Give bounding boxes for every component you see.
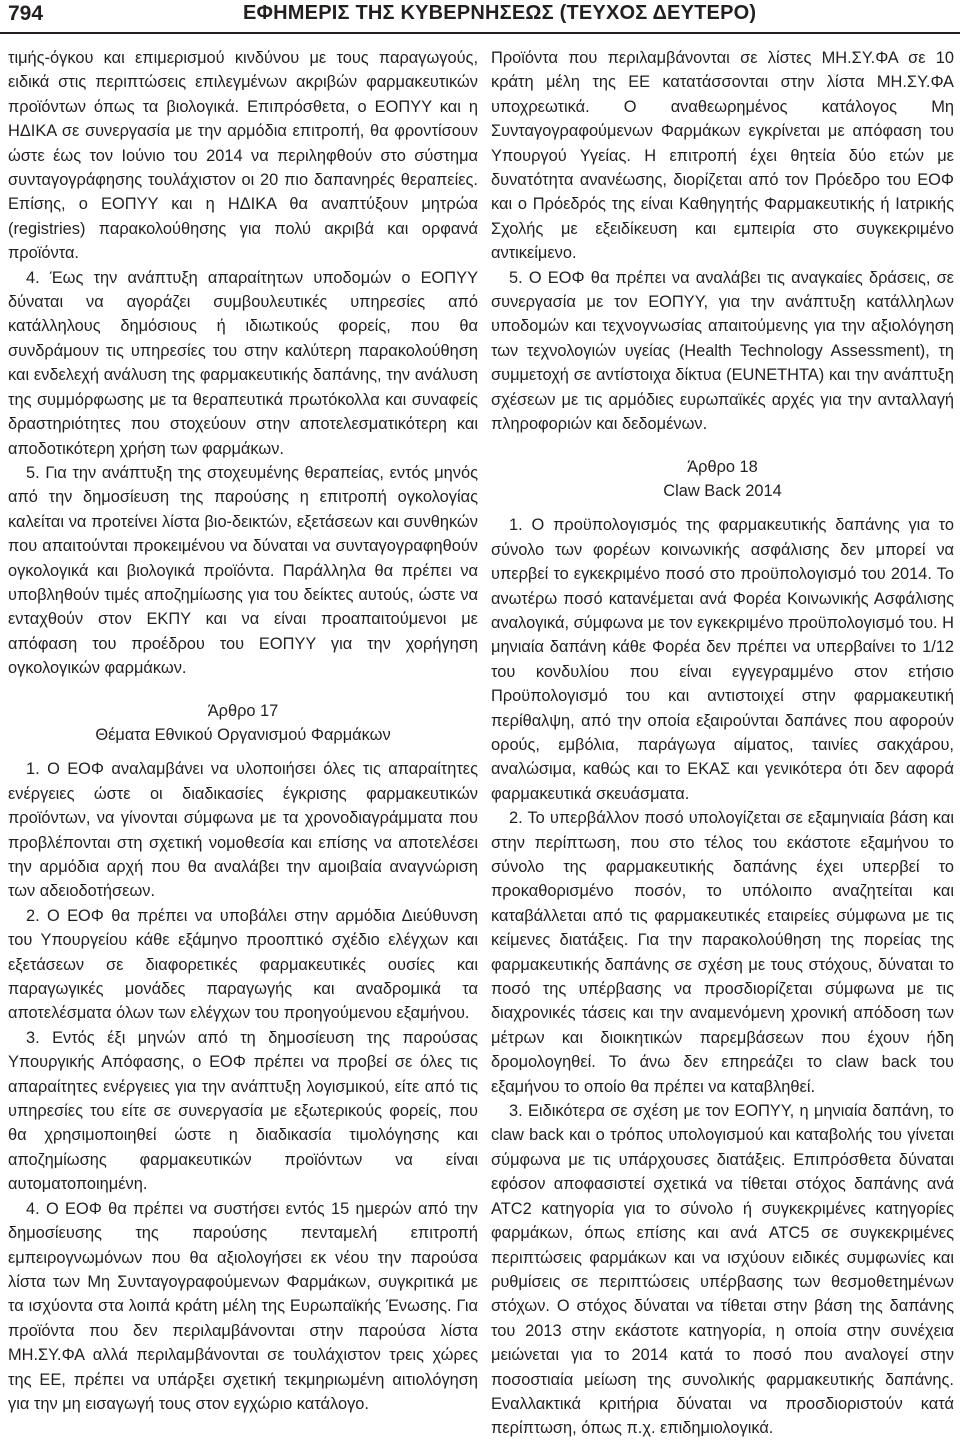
paragraph: τιμής-όγκου και επιμερισμού κινδύνου με τους παραγωγούς, ειδικά στις περιπτώσεις επιλεγμένων ακριβών φαρμακευτικών προϊόντων όπως τα βιολογικά. Επιπρόσθετα, ο ΕΟΠΥΥ και η ΗΔΙΚΑ σε συνεργασία με την αρμόδια επιτροπή, θα φροντίσουν ώστε έως τον Ιούνιο του 2014 να περιληφθούν στο σύστημα συνταγογράφησης τουλάχιστον οι 20 πιο δαπανηρές θεραπείες. Επίσης, ο ΕΟΠΥΥ και η ΗΔΙΚΑ θα αναπτύξουν μητρώα (registries) παρακολούθησης για πολύ ακριβά και ορφανά προϊόντα. (8, 49, 478, 263)
paragraph: 5. Ο ΕΟΦ θα πρέπει να αναλάβει τις αναγκαίες δράσεις, σε συνεργασία με τον ΕΟΠΥΥ, για την ανάπτυξη κατάλληλων υποδομών και τεχνογνωσίας απαιτούμενης για την αξιολόγηση των τεχνολογιών υγείας (Health Technology Assessment), τη συμμετοχή σε αντίστοιχα δίκτυα (EUNETHTA) και την ανάπτυξη σχέσεων με τις αρμόδιες ευρωπαϊκές αρχές για την ανταλλαγή πληροφοριών και δεδομένων. (491, 268, 954, 434)
article-17-subject: Θέματα Εθνικού Οργανισμού Φαρμάκων (95, 725, 391, 744)
article-18-heading: Άρθρο 18 (687, 457, 758, 476)
page-header (0, 0, 960, 34)
paragraph: 3. Εντός έξι μηνών από τη δημοσίευση της παρούσας Υπουργικής Απόφασης, ο ΕΟΦ πρέπει να προβεί σε όλες τις απαραίτητες ενέργειες για την ανάπτυξη λογισμικού, είτε από τις υπηρεσίες του είτε σε συνεργασία με εξωτερικούς φορείς, που θα χρησιμοποιηθεί ώστε η διαδικασία τιμολόγησης και αποζημίωσης φαρμακευτικών προϊόντων να είναι αυτοματοποιημένη. (8, 1028, 478, 1194)
page-number: 794 (8, 2, 44, 25)
right-column (491, 46, 954, 1441)
paragraph: 4. Ο ΕΟΦ θα πρέπει να συστήσει εντός 15 ημερών από την δημοσίευσης της παρούσης πενταμελή επιτροπή εμπειρογνωμόνων που θα αξιολογήσει εκ νέου την παρούσα λίστα των Μη Συνταγογραφούμενων Φαρμάκων, συγκριτικά με τα ισχύοντα στα λοιπά κράτη μέλη της Ευρωπαϊκής Ένωσης. Για προϊόντα που δεν περιλαμβάνονται στην παρούσα λίστα ΜΗ.ΣΥ.ΦΑ αλλά περιλαμβάνονται σε τουλάχιστον τρεις χώρες της ΕΕ, πρέπει να υπάρξει σχετική τεκμηριωμένη αιτιολόγηση για την μη εισαγωγή τους στον εγχώριο κατάλογο. (8, 1199, 478, 1413)
paragraph: 2. Το υπερβάλλον ποσό υπολογίζεται σε εξαμηνιαία βάση και στην περίπτωση, που στο τέλος του εκάστοτε εξαμήνου το σύνολο της φαρμακευτικής δαπάνης έχει υπερβεί το προκαθορισμένο ποσόν, το υπόλοιπο αναζητείται και καταβάλλεται από τις φαρμακευτικές εταιρείες σύμφωνα με τις κείμενες διατάξεις. Για την παρακολούθηση της πορείας της φαρμακευτικής δαπάνης σε σχέση με τους στόχους, δύναται το ποσό της υπέρβασης να προσδιορίζεται σύμφωνα με τις διαχρονικές τάσεις και την αναμενόμενη χρονική απόδοση των μέτρων και διοικητικών παρεμβάσεων που έχουν ήδη δρομολογηθεί. Το άνω δεν επηρεάζει το claw back του εξαμήνου το οποίο θα πρέπει να καταβληθεί. (491, 809, 954, 1096)
gazette-title: ΕΦΗΜΕΡΙΣ ΤΗΣ ΚΥΒΕΡΝΗΣΕΩΣ (ΤΕΥΧΟΣ ΔΕΥΤΕΡΟ) (243, 2, 757, 24)
paragraph: 1. Ο ΕΟΦ αναλαμβάνει να υλοποιήσει όλες τις απαραίτητες ενέργειες ώστε οι διαδικασίες έγκρισης φαρμακευτικών προϊόντων, να γίνονται σύμφωνα με τα χρονοδιαγράμματα που προβλέπονται στη σχετική νομοθεσία και επίσης να αποτελέσει την αρμόδια αρχή που θα αναλάβει την αμοιβαία αναγνώριση των αδειοδοτήσεων. (8, 760, 478, 901)
paragraph: 2. Ο ΕΟΦ θα πρέπει να υποβάλει στην αρμόδια Διεύθυνση του Υπουργείου κάθε εξάμηνο προοπτικό σχέδιο ελέγχων και εξετάσεων σε διαφορετικές φαρμακευτικές ουσίες και παραγωγικές μονάδες παραγωγής και αναδρομικά τα αποτελέσματα όλων των ελέγχων του προηγούμενου εξαμήνου. (8, 906, 478, 1023)
left-column (8, 46, 478, 1416)
article-18-subject: Claw Back 2014 (663, 481, 782, 500)
paragraph: 5. Για την ανάπτυξη της στοχευμένης θεραπείας, εντός μηνός από την δημοσίευση της παρούσης η επιτροπή ογκολογίας καλείται να προτείνει λίστα βιο-δεικτών, εξετάσεων και συνθηκών που απαιτούνται προκειμένου να δύναται να συνταγογραφηθούν ογκολογικά και βιολογικά προϊόντα. Παράλληλα θα πρέπει να υποβληθούν τιμές αποζημίωσης για του δείκτες αυτούς, ώστε να ενταχθούν στον ΕΚΠΥ και να είναι προαπαιτούμενοι με απόφαση του προέδρου του ΕΟΠΥΥ για την χορήγηση ογκολογικών φαρμάκων. (8, 463, 478, 678)
header-rule (0, 32, 960, 34)
paragraph: 3. Ειδικότερα σε σχέση με τον ΕΟΠΥΥ, η μηνιαία δαπάνη, το claw back και ο τρόπος υπολογισμού και καταβολής του γίνεται σύμφωνα με τις υπάρχουσες διατάξεις. Επιπρόσθετα δύναται εφόσον αποφασιστεί σχετικά να τίθεται στόχος δαπάνης ανά ATC2 κατηγορία για το σύνολο ή συγκεκριμένες κατηγορίες φαρμάκων, όπως επίσης και ανά ATC5 σε συγκεκριμένες περιπτώσεις φαρμάκων και να ισχύουν ειδικές συμφωνίες και ρυθμίσεις σε περιπτώσεις υπέρβασης των θεσμοθετημένων στόχων. Ο στόχος δύναται να τίθεται στην βάση της δαπάνης του 2013 στην εκάστοτε κατηγορία, η οποία στην συνέχεια μειώνεται για το 2014 κατά το ποσό που αναλογεί στην ποσοστιαία μείωση της συνολικής φαρμακευτικής δαπάνης. Εναλλακτικά κριτήρια δύναται να προσδιοριστούν κατά περίπτωση, όπως π.χ. επιδημιολογικά. (491, 1102, 954, 1438)
paragraph: 4. Έως την ανάπτυξη απαραίτητων υποδομών ο ΕΟΠΥΥ δύναται να αγοράζει συμβουλευτικές υπηρεσίες από κατάλληλους δημόσιους ή ιδιωτικούς φορείς, που θα συνδράμουν τις υπηρεσίες του στην καλύτερη παρακολούθηση και ενδελεχή ανάλυση της φαρμακευτικής δαπάνης, την ανάλυση της συμμόρφωσης με τα θεραπευτικά πρωτόκολλα και συναφείς δραστηριότητες που στοχεύουν στην αποτελεσματικότερη και αποδοτικότερη χρήση των φαρμάκων. (8, 268, 478, 458)
paragraph: 1. Ο προϋπολογισμός της φαρμακευτικής δαπάνης για το σύνολο των φορέων κοινωνικής ασφάλισης δεν μπορεί να υπερβεί το εγκεκριμένο ποσό στο προϋπολογισμό του 2014. Το ανωτέρω ποσό κατανέμεται ανά Φορέα Κοινωνικής Ασφάλισης αναλογικά, σύμφωνα με τον εγκεκριμένο προϋπολογισμό του. Η μηνιαία δαπάνη κάθε Φορέα δεν πρέπει να υπερβαίνει το 1/12 του κονδυλίου που είναι εγγεγραμμένο στον ετήσιο Προϋπολογισμό του και αντιστοιχεί στην φαρμακευτική περίθαλψη, από την οποία εξαιρούνται δαπάνες που αφορούν ορούς, εμβόλια, παράγωγα αίματος, ταινίες σακχάρου, αναλώσιμα, καθώς και το ΕΚΑΣ και γενικότερα ότι δεν αφορά φαρμακευτικά σκευάσματα. (491, 516, 954, 803)
article-17-heading: Άρθρο 17 (207, 701, 279, 720)
paragraph: Προϊόντα που περιλαμβάνονται σε λίστες ΜΗ.ΣΥ.ΦΑ σε 10 κράτη μέλη της ΕΕ κατατάσσονται στην λίστα ΜΗ.ΣΥ.ΦΑ υποχρεωτικά. Ο αναθεωρημένος κατάλογος Μη Συνταγογραφούμενων Φαρμάκων εγκρίνεται με απόφαση του Υπουργού Υγείας. Η επιτροπή έχει θητεία δύο ετών με δυνατότητα ανανέωσης, διορίζεται από τον Πρόεδρο του ΕΟΦ και ο Πρόεδρός της είναι Καθηγητής Φαρμακευτικής ή Ιατρικής Σχολής με εξειδίκευση και εμπειρία στο συγκεκριμένο αντικείμενο. (491, 49, 954, 263)
